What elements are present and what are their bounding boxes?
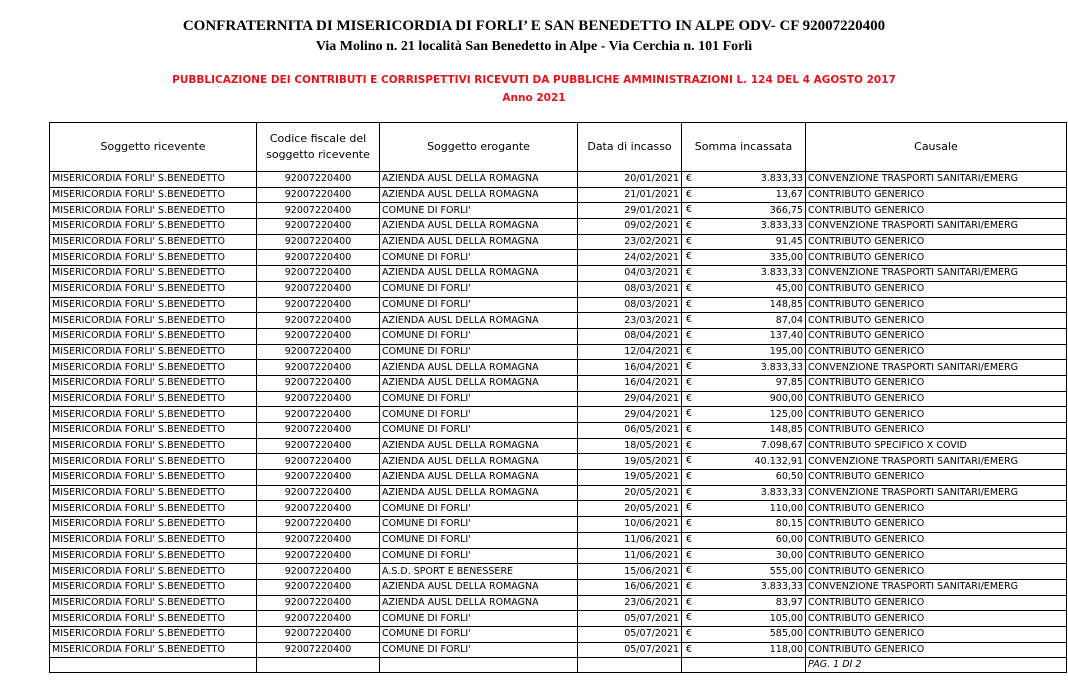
currency-symbol: € <box>686 424 693 435</box>
cell-causale: CONTRIBUTO GENERICO <box>806 517 1067 533</box>
cell-codice-fiscale: 92007220400 <box>257 360 380 376</box>
table-row <box>50 172 1067 188</box>
cell-codice-fiscale: 92007220400 <box>257 438 380 454</box>
cell-data-incasso: 08/03/2021 <box>578 281 682 297</box>
table-row <box>50 391 1067 407</box>
amount-value: 60,50 <box>775 471 803 483</box>
cell-codice-fiscale: 92007220400 <box>257 626 380 642</box>
cell-soggetto-erogante: AZIENDA AUSL DELLA ROMAGNA <box>380 454 578 470</box>
currency-symbol: € <box>686 471 693 483</box>
cell-somma-incassata <box>682 360 806 376</box>
cell-data-incasso: 05/07/2021 <box>578 626 682 642</box>
table-row <box>50 219 1067 235</box>
cell-causale: CONTRIBUTO GENERICO <box>806 391 1067 407</box>
table-row <box>50 407 1067 423</box>
table-row <box>50 234 1067 250</box>
footer-cell <box>578 658 682 673</box>
cell-codice-fiscale: 92007220400 <box>257 187 380 203</box>
cell-data-incasso: 06/05/2021 <box>578 423 682 439</box>
cell-codice-fiscale: 92007220400 <box>257 485 380 501</box>
cell-soggetto-erogante: COMUNE DI FORLI' <box>380 344 578 360</box>
table-row <box>50 344 1067 360</box>
table-row <box>50 532 1067 548</box>
cell-somma-incassata <box>682 548 806 564</box>
cell-codice-fiscale: 92007220400 <box>257 642 380 658</box>
footer-cell <box>50 658 257 673</box>
amount-value: 366,75 <box>769 204 803 216</box>
cell-soggetto-ricevente: MISERICORDIA FORLI' S.BENEDETTO <box>50 391 257 407</box>
currency-symbol: € <box>686 345 693 357</box>
cell-somma-incassata <box>682 391 806 407</box>
cell-codice-fiscale: 92007220400 <box>257 250 380 266</box>
cell-somma-incassata <box>682 595 806 611</box>
amount-value: 105,00 <box>769 612 803 624</box>
amount-value: 91,45 <box>775 236 803 248</box>
table-body <box>50 172 1067 658</box>
cell-soggetto-ricevente: MISERICORDIA FORLI' S.BENEDETTO <box>50 234 257 250</box>
cell-soggetto-erogante: AZIENDA AUSL DELLA ROMAGNA <box>380 595 578 611</box>
cell-causale: CONTRIBUTO GENERICO <box>806 234 1067 250</box>
cell-codice-fiscale: 92007220400 <box>257 313 380 329</box>
cell-soggetto-erogante: COMUNE DI FORLI' <box>380 626 578 642</box>
cell-data-incasso: 05/07/2021 <box>578 611 682 627</box>
currency-symbol: € <box>686 549 693 561</box>
cell-causale: CONTRIBUTO GENERICO <box>806 501 1067 517</box>
column-header-causale: Causale <box>806 123 1067 172</box>
cell-soggetto-ricevente: MISERICORDIA FORLI' S.BENEDETTO <box>50 187 257 203</box>
cell-soggetto-erogante: AZIENDA AUSL DELLA ROMAGNA <box>380 470 578 486</box>
cell-soggetto-ricevente: MISERICORDIA FORLI' S.BENEDETTO <box>50 595 257 611</box>
cell-soggetto-erogante: AZIENDA AUSL DELLA ROMAGNA <box>380 360 578 376</box>
column-header-data-incasso: Data di incasso <box>578 123 682 172</box>
cell-soggetto-erogante: COMUNE DI FORLI' <box>380 328 578 344</box>
table-row <box>50 375 1067 391</box>
cell-codice-fiscale: 92007220400 <box>257 328 380 344</box>
amount-value: 83,97 <box>775 596 803 608</box>
cell-soggetto-ricevente: MISERICORDIA FORLI' S.BENEDETTO <box>50 626 257 642</box>
cell-data-incasso: 29/04/2021 <box>578 391 682 407</box>
cell-causale: CONVENZIONE TRASPORTI SANITARI/EMERG <box>806 485 1067 501</box>
cell-soggetto-erogante: COMUNE DI FORLI' <box>380 281 578 297</box>
cell-soggetto-erogante: COMUNE DI FORLI' <box>380 203 578 219</box>
amount-value: 3.833,33 <box>760 220 803 232</box>
cell-data-incasso: 23/06/2021 <box>578 595 682 611</box>
cell-soggetto-ricevente: MISERICORDIA FORLI' S.BENEDETTO <box>50 532 257 548</box>
cell-data-incasso: 20/05/2021 <box>578 485 682 501</box>
amount-value: 3.833,33 <box>760 267 803 279</box>
amount-value: 118,00 <box>769 643 803 655</box>
cell-soggetto-erogante: AZIENDA AUSL DELLA ROMAGNA <box>380 579 578 595</box>
cell-data-incasso: 11/06/2021 <box>578 532 682 548</box>
currency-symbol: € <box>686 314 693 326</box>
currency-symbol: € <box>686 643 693 655</box>
amount-value: 3.833,33 <box>760 581 803 593</box>
cell-soggetto-ricevente: MISERICORDIA FORLI' S.BENEDETTO <box>50 172 257 188</box>
cell-somma-incassata <box>682 172 806 188</box>
cell-causale: CONTRIBUTO GENERICO <box>806 313 1067 329</box>
table-row <box>50 266 1067 282</box>
currency-symbol: € <box>686 282 693 294</box>
cell-causale: CONTRIBUTO GENERICO <box>806 250 1067 266</box>
amount-value: 3.833,33 <box>760 361 803 373</box>
cell-soggetto-ricevente: MISERICORDIA FORLI' S.BENEDETTO <box>50 313 257 329</box>
cell-soggetto-erogante: COMUNE DI FORLI' <box>380 297 578 313</box>
cell-data-incasso: 16/04/2021 <box>578 375 682 391</box>
cell-somma-incassata <box>682 313 806 329</box>
cell-soggetto-erogante: AZIENDA AUSL DELLA ROMAGNA <box>380 438 578 454</box>
cell-data-incasso: 05/07/2021 <box>578 642 682 658</box>
currency-symbol: € <box>686 392 693 404</box>
cell-soggetto-ricevente: MISERICORDIA FORLI' S.BENEDETTO <box>50 281 257 297</box>
cell-data-incasso: 08/04/2021 <box>578 328 682 344</box>
cell-soggetto-erogante: AZIENDA AUSL DELLA ROMAGNA <box>380 313 578 329</box>
amount-value: 30,00 <box>775 549 803 561</box>
table-row <box>50 517 1067 533</box>
cell-somma-incassata <box>682 407 806 423</box>
table-row <box>50 564 1067 580</box>
amount-value: 3.833,33 <box>760 487 803 499</box>
cell-codice-fiscale: 92007220400 <box>257 219 380 235</box>
cell-data-incasso: 23/02/2021 <box>578 234 682 250</box>
cell-codice-fiscale: 92007220400 <box>257 595 380 611</box>
currency-symbol: € <box>686 204 693 216</box>
cell-codice-fiscale: 92007220400 <box>257 344 380 360</box>
cell-causale: CONVENZIONE TRASPORTI SANITARI/EMERG <box>806 219 1067 235</box>
cell-soggetto-ricevente: MISERICORDIA FORLI' S.BENEDETTO <box>50 485 257 501</box>
cell-soggetto-erogante: AZIENDA AUSL DELLA ROMAGNA <box>380 172 578 188</box>
currency-symbol: € <box>686 173 693 184</box>
column-header-somma-incassata: Somma incassata <box>682 123 806 172</box>
cell-data-incasso: 09/02/2021 <box>578 219 682 235</box>
table-row <box>50 250 1067 266</box>
amount-value: 137,40 <box>769 330 803 342</box>
cell-causale: CONTRIBUTO GENERICO <box>806 548 1067 564</box>
footer-cell <box>682 658 806 673</box>
cell-soggetto-ricevente: MISERICORDIA FORLI' S.BENEDETTO <box>50 548 257 564</box>
cell-soggetto-ricevente: MISERICORDIA FORLI' S.BENEDETTO <box>50 375 257 391</box>
table-row <box>50 313 1067 329</box>
currency-symbol: € <box>686 220 693 232</box>
cell-data-incasso: 21/01/2021 <box>578 187 682 203</box>
currency-symbol: € <box>686 518 693 530</box>
column-header-soggetto-ricevente: Soggetto ricevente <box>50 123 257 172</box>
cell-codice-fiscale: 92007220400 <box>257 203 380 219</box>
cell-soggetto-erogante: AZIENDA AUSL DELLA ROMAGNA <box>380 266 578 282</box>
amount-value: 900,00 <box>769 392 803 404</box>
cell-soggetto-erogante: AZIENDA AUSL DELLA ROMAGNA <box>380 219 578 235</box>
cell-soggetto-ricevente: MISERICORDIA FORLI' S.BENEDETTO <box>50 501 257 517</box>
cell-causale: CONTRIBUTO GENERICO <box>806 470 1067 486</box>
cell-soggetto-ricevente: MISERICORDIA FORLI' S.BENEDETTO <box>50 642 257 658</box>
amount-value: 555,00 <box>769 565 803 577</box>
cell-data-incasso: 24/02/2021 <box>578 250 682 266</box>
cell-soggetto-ricevente: MISERICORDIA FORLI' S.BENEDETTO <box>50 360 257 376</box>
footer-cell <box>257 658 380 673</box>
cell-codice-fiscale: 92007220400 <box>257 172 380 188</box>
cell-data-incasso: 16/06/2021 <box>578 579 682 595</box>
cell-data-incasso: 12/04/2021 <box>578 344 682 360</box>
cell-codice-fiscale: 92007220400 <box>257 407 380 423</box>
amount-value: 7.098,67 <box>760 440 803 452</box>
cell-soggetto-erogante: AZIENDA AUSL DELLA ROMAGNA <box>380 234 578 250</box>
table-row <box>50 187 1067 203</box>
currency-symbol: € <box>686 188 693 200</box>
cell-causale: CONTRIBUTO GENERICO <box>806 203 1067 219</box>
cell-somma-incassata <box>682 234 806 250</box>
table-header-row <box>50 123 1067 172</box>
cell-codice-fiscale: 92007220400 <box>257 423 380 439</box>
currency-symbol: € <box>686 565 693 577</box>
cell-somma-incassata <box>682 517 806 533</box>
cell-causale: CONTRIBUTO GENERICO <box>806 532 1067 548</box>
cell-somma-incassata <box>682 187 806 203</box>
cell-somma-incassata <box>682 626 806 642</box>
cell-data-incasso: 23/03/2021 <box>578 313 682 329</box>
cell-data-incasso: 20/01/2021 <box>578 172 682 188</box>
cell-codice-fiscale: 92007220400 <box>257 454 380 470</box>
cell-soggetto-erogante: COMUNE DI FORLI' <box>380 501 578 517</box>
cell-soggetto-ricevente: MISERICORDIA FORLI' S.BENEDETTO <box>50 454 257 470</box>
organization-address: Via Molino n. 21 località San Benedetto in Alpe - Via Cerchia n. 101 Forlì <box>315 39 753 54</box>
cell-codice-fiscale: 92007220400 <box>257 375 380 391</box>
cell-causale: CONTRIBUTO GENERICO <box>806 187 1067 203</box>
amount-value: 148,85 <box>769 298 803 310</box>
cell-codice-fiscale: 92007220400 <box>257 234 380 250</box>
cell-somma-incassata <box>682 579 806 595</box>
cell-soggetto-ricevente: MISERICORDIA FORLI' S.BENEDETTO <box>50 407 257 423</box>
cell-soggetto-erogante: A.S.D. SPORT E BENESSERE <box>380 564 578 580</box>
amount-value: 195,00 <box>769 345 803 357</box>
table-row <box>50 579 1067 595</box>
amount-value: 97,85 <box>775 377 803 389</box>
cell-soggetto-ricevente: MISERICORDIA FORLI' S.BENEDETTO <box>50 250 257 266</box>
cell-codice-fiscale: 92007220400 <box>257 470 380 486</box>
amount-value: 45,00 <box>775 283 803 295</box>
cell-codice-fiscale: 92007220400 <box>257 501 380 517</box>
currency-symbol: € <box>686 612 693 624</box>
currency-symbol: € <box>686 298 693 310</box>
cell-codice-fiscale: 92007220400 <box>257 564 380 580</box>
cell-codice-fiscale: 92007220400 <box>257 579 380 595</box>
cell-codice-fiscale: 92007220400 <box>257 517 380 533</box>
cell-data-incasso: 10/06/2021 <box>578 517 682 533</box>
cell-causale: CONVENZIONE TRASPORTI SANITARI/EMERG <box>806 172 1067 188</box>
cell-somma-incassata <box>682 328 806 344</box>
cell-soggetto-erogante: COMUNE DI FORLI' <box>380 548 578 564</box>
cell-soggetto-ricevente: MISERICORDIA FORLI' S.BENEDETTO <box>50 219 257 235</box>
cell-causale: CONTRIBUTO GENERICO <box>806 281 1067 297</box>
amount-value: 585,00 <box>769 628 803 640</box>
table-row <box>50 642 1067 658</box>
cell-causale: CONTRIBUTO GENERICO <box>806 611 1067 627</box>
column-header-codice-fiscale: Codice fiscale del soggetto ricevente <box>257 123 380 172</box>
currency-symbol: € <box>686 251 693 263</box>
cell-codice-fiscale: 92007220400 <box>257 281 380 297</box>
cell-somma-incassata <box>682 454 806 470</box>
cell-causale: CONTRIBUTO GENERICO <box>806 564 1067 580</box>
publication-title: PUBBLICAZIONE DEI CONTRIBUTI E CORRISPETTIVI RICEVUTI DA PUBBLICHE AMMINISTRAZIONI L. 124 DEL 4 AGOSTO 2017 <box>172 74 896 86</box>
cell-soggetto-erogante: AZIENDA AUSL DELLA ROMAGNA <box>380 187 578 203</box>
cell-soggetto-erogante: COMUNE DI FORLI' <box>380 407 578 423</box>
cell-data-incasso: 19/05/2021 <box>578 470 682 486</box>
amount-value: 335,00 <box>769 251 803 263</box>
organization-title: CONFRATERNITA DI MISERICORDIA DI FORLI’ E SAN BENEDETTO IN ALPE ODV- CF 92007220400 <box>182 18 886 34</box>
cell-data-incasso: 19/05/2021 <box>578 454 682 470</box>
cell-soggetto-ricevente: MISERICORDIA FORLI' S.BENEDETTO <box>50 266 257 282</box>
table-footer-row <box>50 658 1067 673</box>
cell-soggetto-ricevente: MISERICORDIA FORLI' S.BENEDETTO <box>50 579 257 595</box>
cell-causale: CONTRIBUTO GENERICO <box>806 642 1067 658</box>
cell-data-incasso: 29/04/2021 <box>578 407 682 423</box>
cell-data-incasso: 20/05/2021 <box>578 501 682 517</box>
cell-causale: CONTRIBUTO GENERICO <box>806 626 1067 642</box>
cell-somma-incassata <box>682 219 806 235</box>
cell-data-incasso: 15/06/2021 <box>578 564 682 580</box>
cell-soggetto-ricevente: MISERICORDIA FORLI' S.BENEDETTO <box>50 203 257 219</box>
cell-soggetto-erogante: COMUNE DI FORLI' <box>380 642 578 658</box>
cell-soggetto-ricevente: MISERICORDIA FORLI' S.BENEDETTO <box>50 438 257 454</box>
cell-data-incasso: 18/05/2021 <box>578 438 682 454</box>
cell-causale: CONTRIBUTO GENERICO <box>806 423 1067 439</box>
column-header-soggetto-erogante: Soggetto erogante <box>380 123 578 172</box>
cell-data-incasso: 11/06/2021 <box>578 548 682 564</box>
cell-data-incasso: 08/03/2021 <box>578 297 682 313</box>
amount-value: 3.833,33 <box>760 173 803 185</box>
currency-symbol: € <box>686 235 693 247</box>
cell-somma-incassata <box>682 501 806 517</box>
table-row <box>50 297 1067 313</box>
cell-soggetto-ricevente: MISERICORDIA FORLI' S.BENEDETTO <box>50 470 257 486</box>
cell-codice-fiscale: 92007220400 <box>257 266 380 282</box>
currency-symbol: € <box>686 267 693 279</box>
cell-codice-fiscale: 92007220400 <box>257 548 380 564</box>
cell-somma-incassata <box>682 485 806 501</box>
publication-year: Anno 2021 <box>502 92 566 104</box>
cell-somma-incassata <box>682 344 806 360</box>
cell-soggetto-ricevente: MISERICORDIA FORLI' S.BENEDETTO <box>50 517 257 533</box>
cell-codice-fiscale: 92007220400 <box>257 297 380 313</box>
cell-soggetto-erogante: COMUNE DI FORLI' <box>380 391 578 407</box>
table-row <box>50 485 1067 501</box>
table-row <box>50 203 1067 219</box>
contributions-table <box>49 122 1067 673</box>
table-row <box>50 611 1067 627</box>
cell-soggetto-erogante: AZIENDA AUSL DELLA ROMAGNA <box>380 485 578 501</box>
amount-value: 87,04 <box>775 314 803 326</box>
cell-somma-incassata <box>682 423 806 439</box>
footer-cell <box>380 658 578 673</box>
cell-somma-incassata <box>682 203 806 219</box>
cell-somma-incassata <box>682 250 806 266</box>
cell-causale: CONTRIBUTO GENERICO <box>806 328 1067 344</box>
table-row <box>50 423 1067 439</box>
amount-value: 13,67 <box>775 189 803 201</box>
cell-data-incasso: 29/01/2021 <box>578 203 682 219</box>
amount-value: 80,15 <box>775 518 803 530</box>
cell-codice-fiscale: 92007220400 <box>257 532 380 548</box>
cell-somma-incassata <box>682 438 806 454</box>
currency-symbol: € <box>686 455 693 467</box>
cell-somma-incassata <box>682 564 806 580</box>
table-row <box>50 438 1067 454</box>
cell-causale: CONTRIBUTO GENERICO <box>806 297 1067 313</box>
amount-value: 40.132,91 <box>754 455 803 467</box>
table-row <box>50 470 1067 486</box>
cell-causale: CONTRIBUTO SPECIFICO X COVID <box>806 438 1067 454</box>
cell-data-incasso: 04/03/2021 <box>578 266 682 282</box>
amount-value: 148,85 <box>769 424 803 436</box>
cell-somma-incassata <box>682 281 806 297</box>
cell-somma-incassata <box>682 297 806 313</box>
cell-soggetto-erogante: COMUNE DI FORLI' <box>380 250 578 266</box>
cell-causale: CONVENZIONE TRASPORTI SANITARI/EMERG <box>806 266 1067 282</box>
table-row <box>50 281 1067 297</box>
currency-symbol: € <box>686 533 693 545</box>
cell-codice-fiscale: 92007220400 <box>257 611 380 627</box>
currency-symbol: € <box>686 329 693 341</box>
cell-soggetto-erogante: AZIENDA AUSL DELLA ROMAGNA <box>380 375 578 391</box>
cell-soggetto-ricevente: MISERICORDIA FORLI' S.BENEDETTO <box>50 423 257 439</box>
cell-causale: CONVENZIONE TRASPORTI SANITARI/EMERG <box>806 579 1067 595</box>
cell-soggetto-ricevente: MISERICORDIA FORLI' S.BENEDETTO <box>50 328 257 344</box>
cell-somma-incassata <box>682 266 806 282</box>
table-row <box>50 328 1067 344</box>
cell-soggetto-erogante: COMUNE DI FORLI' <box>380 532 578 548</box>
currency-symbol: € <box>686 486 693 498</box>
cell-soggetto-erogante: COMUNE DI FORLI' <box>380 423 578 439</box>
cell-somma-incassata <box>682 611 806 627</box>
currency-symbol: € <box>686 361 693 373</box>
cell-soggetto-ricevente: MISERICORDIA FORLI' S.BENEDETTO <box>50 564 257 580</box>
cell-soggetto-erogante: COMUNE DI FORLI' <box>380 517 578 533</box>
currency-symbol: € <box>686 627 693 639</box>
table-row <box>50 501 1067 517</box>
amount-value: 60,00 <box>775 534 803 546</box>
cell-somma-incassata <box>682 375 806 391</box>
cell-soggetto-ricevente: MISERICORDIA FORLI' S.BENEDETTO <box>50 344 257 360</box>
cell-causale: CONVENZIONE TRASPORTI SANITARI/EMERG <box>806 454 1067 470</box>
cell-causale: CONTRIBUTO GENERICO <box>806 344 1067 360</box>
cell-soggetto-erogante: COMUNE DI FORLI' <box>380 611 578 627</box>
cell-data-incasso: 16/04/2021 <box>578 360 682 376</box>
cell-somma-incassata <box>682 532 806 548</box>
amount-value: 125,00 <box>769 408 803 420</box>
table-row <box>50 626 1067 642</box>
table-row <box>50 548 1067 564</box>
currency-symbol: € <box>686 502 693 514</box>
cell-causale: CONTRIBUTO GENERICO <box>806 375 1067 391</box>
page-number: PAG. 1 DI 2 <box>806 658 1067 673</box>
amount-value: 110,00 <box>769 502 803 514</box>
cell-causale: CONTRIBUTO GENERICO <box>806 595 1067 611</box>
currency-symbol: € <box>686 596 693 608</box>
cell-codice-fiscale: 92007220400 <box>257 391 380 407</box>
cell-somma-incassata <box>682 470 806 486</box>
currency-symbol: € <box>686 376 693 388</box>
table-row <box>50 360 1067 376</box>
cell-causale: CONTRIBUTO GENERICO <box>806 407 1067 423</box>
table-row <box>50 595 1067 611</box>
cell-soggetto-ricevente: MISERICORDIA FORLI' S.BENEDETTO <box>50 297 257 313</box>
cell-causale: CONVENZIONE TRASPORTI SANITARI/EMERG <box>806 360 1067 376</box>
currency-symbol: € <box>686 439 693 451</box>
table-row <box>50 454 1067 470</box>
currency-symbol: € <box>686 580 693 592</box>
cell-somma-incassata <box>682 642 806 658</box>
currency-symbol: € <box>686 408 693 420</box>
cell-soggetto-ricevente: MISERICORDIA FORLI' S.BENEDETTO <box>50 611 257 627</box>
